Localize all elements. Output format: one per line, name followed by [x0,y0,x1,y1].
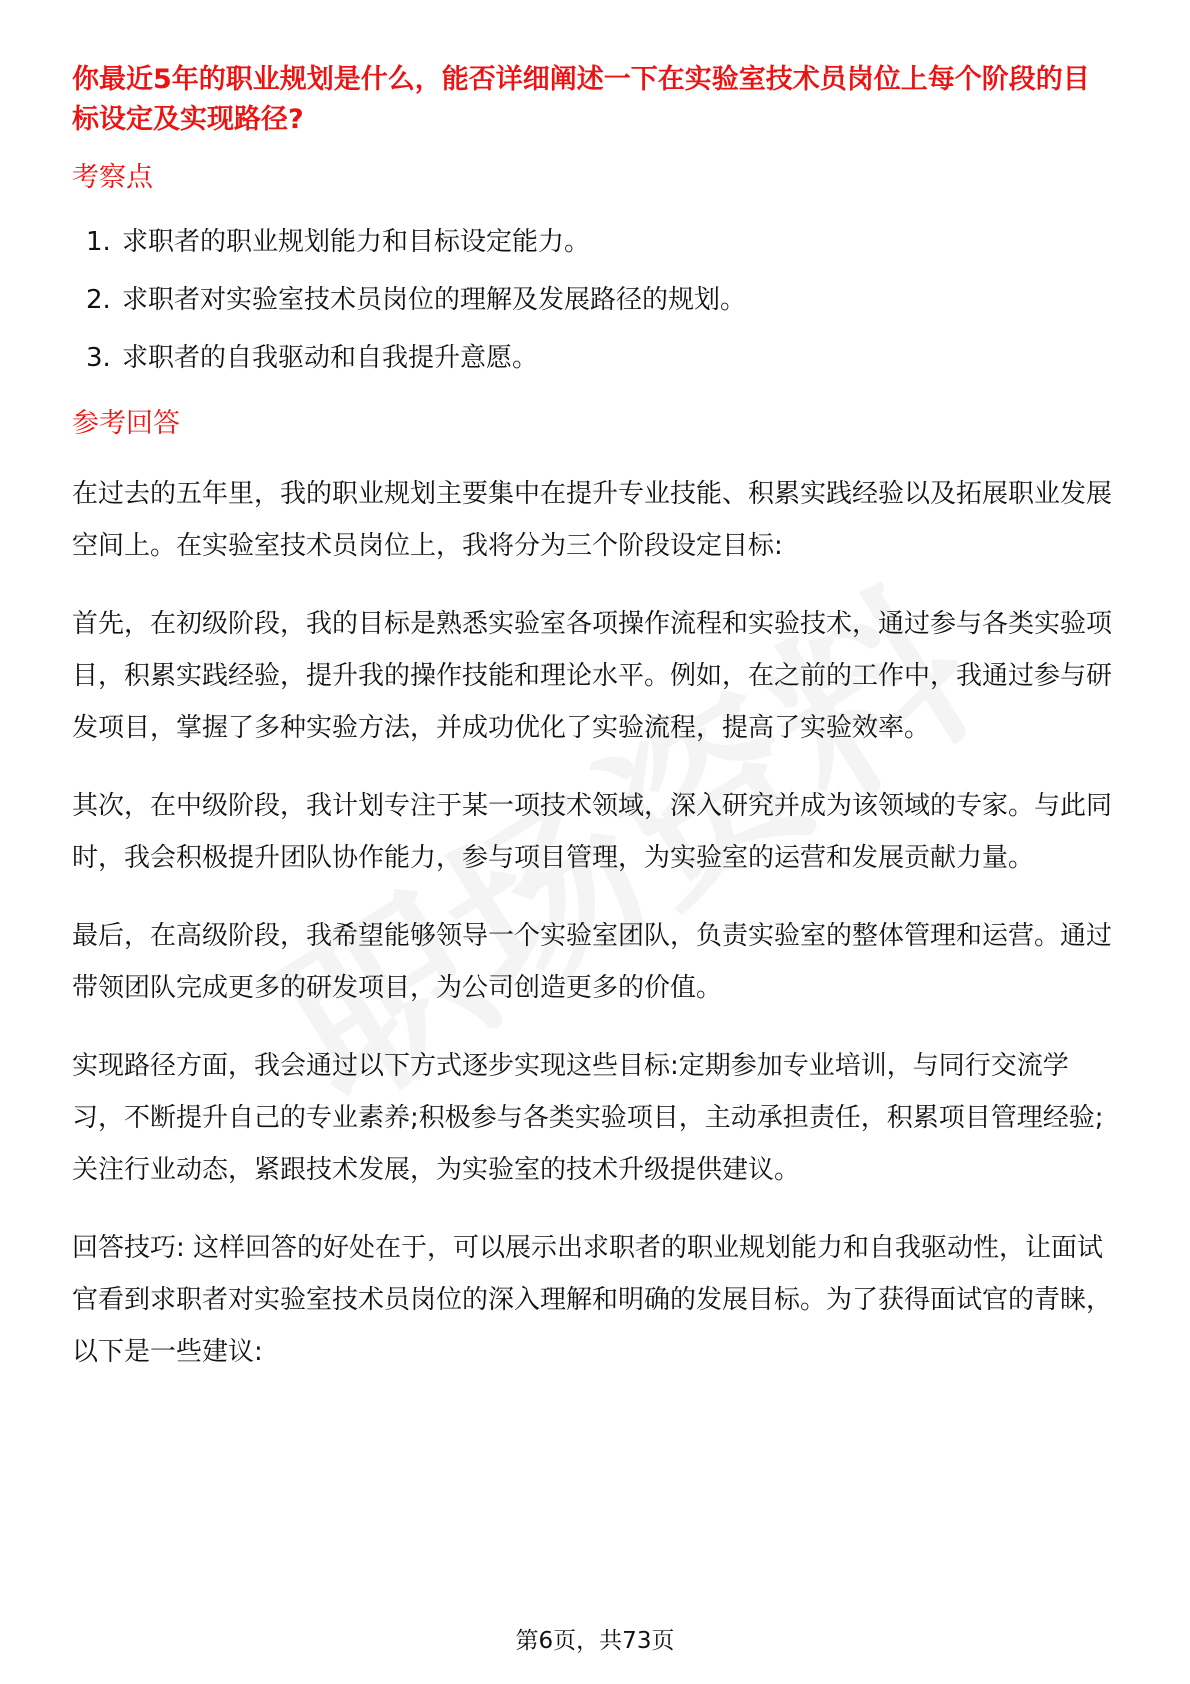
answer-paragraph: 首先，在初级阶段，我的目标是熟悉实验室各项操作流程和实验技术，通过参与各类实验项目，积累实践经验，提升我的操作技能和理论水平。例如，在之前的工作中，我通过参与研发项目，掌握了多种实验方法，并成功优化了实验流程，提高了实验效率。 [72,609,1113,743]
answer-paragraph: 其次，在中级阶段，我计划专注于某一项技术领域，深入研究并成为该领域的专家。与此同时，我会积极提升团队协作能力，参与项目管理，为实验室的运营和发展贡献力量。 [72,791,1113,873]
list-item-text: 求职者的自我驱动和自我提升意愿。 [122,343,539,373]
list-number: 1. [86,227,111,257]
list-item-text: 求职者对实验室技术员岗位的理解及发展路径的规划。 [122,285,747,315]
points-list [72,222,1112,378]
list-item [72,222,1112,262]
question-heading: 你最近5年的职业规划是什么，能否详细阐述一下在实验室技术员岗位上每个阶段的目标设定及实现路径? [72,64,1090,135]
tips-paragraph: 回答技巧: 这样回答的好处在于，可以展示出求职者的职业规划能力和自我驱动性，让面试官看到求职者对实验室技术员岗位的深入理解和明确的发展目标。为了获得面试官的青睐，以下是一些建议: [72,1233,1113,1367]
list-item-text: 求职者的职业规划能力和目标设定能力。 [122,227,591,257]
list-item [72,280,1112,320]
answer-paragraph: 在过去的五年里，我的职业规划主要集中在提升专业技能、积累实践经验以及拓展职业发展空间上。在实验室技术员岗位上，我将分为三个阶段设定目标: [72,479,1113,561]
list-number: 2. [86,285,111,315]
page-number: 第6页，共73页 [515,1628,675,1654]
answer-paragraph: 最后，在高级阶段，我希望能够领导一个实验室团队，负责实验室的整体管理和运营。通过带领团队完成更多的研发项目，为公司创造更多的价值。 [72,921,1113,1003]
list-item [72,338,1112,378]
section-title-answer: 参考回答 [72,408,180,439]
document-page [72,60,1112,1404]
section-title-points: 考察点 [72,162,153,193]
answer-paragraph: 实现路径方面，我会通过以下方式逐步实现这些目标:定期参加专业培训，与同行交流学习，不断提升自己的专业素养;积极参与各类实验项目，主动承担责任，积累项目管理经验;关注行业动态，紧跟技术发展，为实验室的技术升级提供建议。 [72,1051,1104,1185]
list-number: 3. [86,343,111,373]
